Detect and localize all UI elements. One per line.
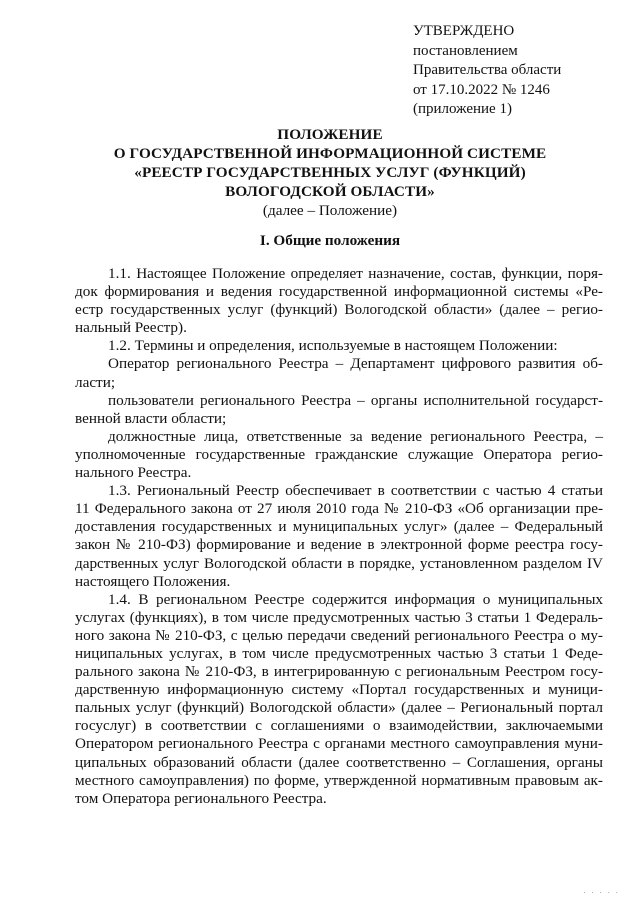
text-line: рального закона № 210-ФЗ, в интегрированную с региональным Реестром госу- xyxy=(75,663,603,681)
text-line: закон № 210-ФЗ) формирование и ведение в электронной форме реестра госу- xyxy=(75,536,603,554)
text-line: дарственную информационную систему «Портал государственных и муници- xyxy=(75,681,603,699)
section-heading: I. Общие положения xyxy=(259,232,401,249)
text-line: док формирования и ведения государственной информационной системы «Ре- xyxy=(75,283,603,301)
text-line: 1.4. В региональном Реестре содержится информация о муниципальных xyxy=(108,590,603,608)
text-line: том Оператора регионального Реестра. xyxy=(75,789,327,807)
text-line: нального Реестра. xyxy=(75,464,192,482)
text-line: естр государственных услуг (функций) Вологодской области» (далее – регио- xyxy=(75,301,603,319)
text-line: ниципальных услугах, в том числе предусмотренных частью 3 статьи 1 Феде- xyxy=(75,644,603,662)
text-line: ципальных образований области (далее соответственно – Соглашения, органы xyxy=(75,753,603,771)
title-abbreviation: (далее – Положение) xyxy=(262,202,398,219)
scan-artifact-dots: · · · · · xyxy=(583,889,620,897)
approval-appendix: (приложение 1) xyxy=(413,101,512,118)
text-line: 1.1. Настоящее Положение определяет назначение, состав, функции, поря- xyxy=(108,265,603,282)
text-line: 1.3. Региональный Реестр обеспечивает в соответствии с частью 4 статьи xyxy=(108,482,603,500)
approval-government: Правительства области xyxy=(413,62,562,79)
text-line: ного закона № 210-ФЗ, с целью передачи сведений регионального Реестра о му- xyxy=(75,626,603,644)
text-line: доставления государственных и муниципальных услуг» (далее – Федеральный xyxy=(75,518,603,536)
text-line: ласти; xyxy=(75,373,116,391)
title-line-1: ПОЛОЖЕНИЕ xyxy=(277,126,383,143)
approval-resolution: постановлением xyxy=(413,42,518,59)
title-line-2: О ГОСУДАРСТВЕННОЙ ИНФОРМАЦИОННОЙ СИСТЕМЕ xyxy=(113,145,547,162)
text-line: 1.2. Термины и определения, используемые в настоящем Положении: xyxy=(108,337,558,355)
text-line: венной власти области; xyxy=(75,409,227,427)
title-line-4: ВОЛОГОДСКОЙ ОБЛАСТИ» xyxy=(225,183,435,200)
document-body xyxy=(75,265,603,808)
text-line: Оператор регионального Реестра – Департамент цифрового развития об- xyxy=(108,355,603,373)
title-line-3: «РЕЕСТР ГОСУДАРСТВЕННЫХ УСЛУГ (ФУНКЦИЙ) xyxy=(134,164,526,181)
text-line: пальных услуг (функций) Вологодской области» (далее – Региональный портал xyxy=(75,699,603,717)
document-title xyxy=(60,125,600,220)
text-line: должностные лица, ответственные за ведение регионального Реестра, – xyxy=(108,427,603,445)
text-line: пользователи регионального Реестра – органы исполнительной государст- xyxy=(108,391,603,409)
text-line: настоящего Положения. xyxy=(75,572,231,590)
approval-date-number: от 17.10.2022 № 1246 xyxy=(413,81,550,98)
text-line: нальный Реестр). xyxy=(75,319,187,337)
text-line: Оператором регионального Реестра с органами местного самоуправления муни- xyxy=(75,735,603,753)
text-line: местного самоуправления) по форме, утвержденной нормативным правовым ак- xyxy=(75,771,603,789)
text-line: услугах (функциях), в том числе предусмотренных частью 3 статьи 1 Федераль- xyxy=(75,608,603,626)
text-line: уполномоченные государственные гражданские служащие Оператора регио- xyxy=(75,445,603,463)
text-line: дарственных услуг Вологодской области в порядке, установленном разделом IV xyxy=(75,554,603,572)
text-line: госуслуг) в соответствии с соглашениями о взаимодействии, заключаемыми xyxy=(75,717,603,735)
approval-stamp xyxy=(413,22,633,120)
text-line: 11 Федерального закона от 27 июля 2010 года № 210-ФЗ «Об организации пре- xyxy=(75,500,603,518)
approval-label: УТВЕРЖДЕНО xyxy=(413,23,515,39)
